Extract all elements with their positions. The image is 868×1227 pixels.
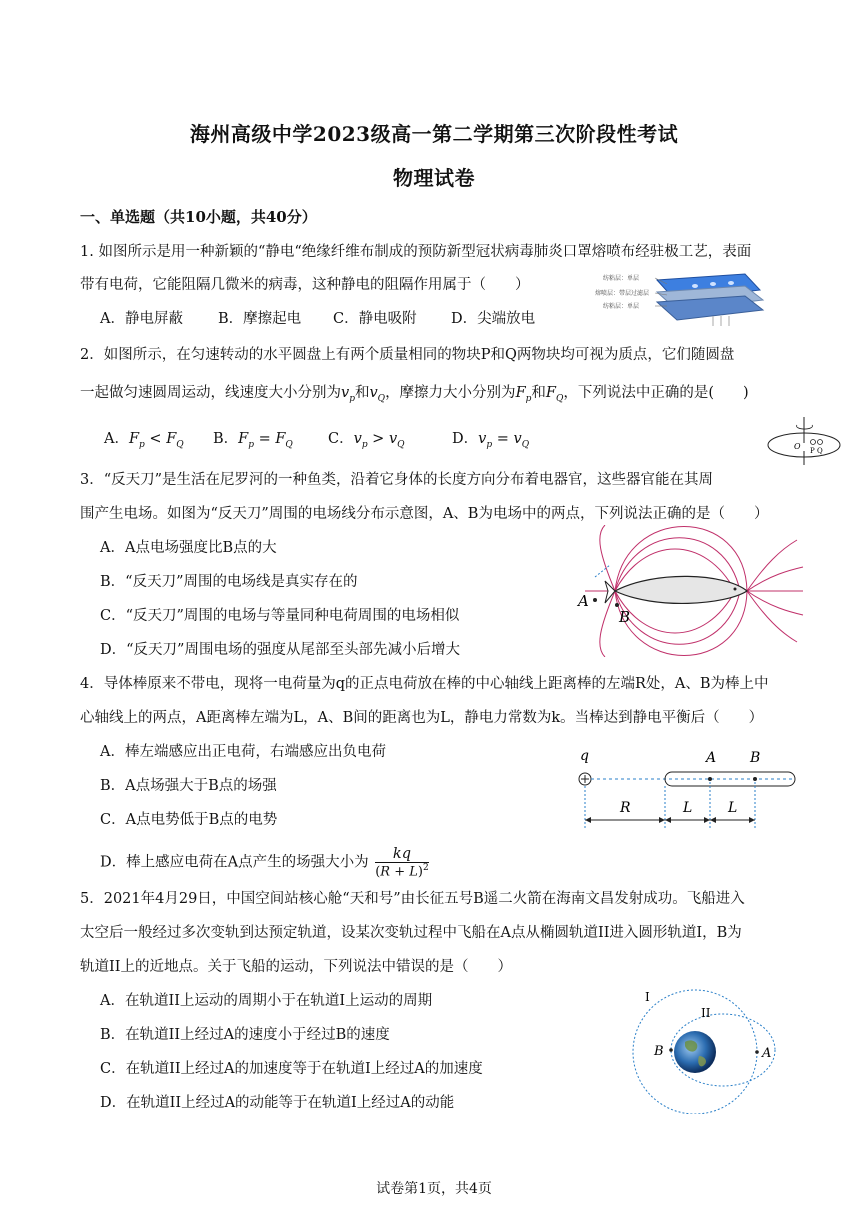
fig5-label-a: A: [762, 1046, 772, 1061]
fig4-label-l1: L: [683, 800, 693, 816]
q2-text-1: 2．如图所示，在匀速转动的水平圆盘上有两个质量相同的物块P和Q两物块均可视为质点，它们随圆盘: [80, 347, 735, 363]
q3-option-c[interactable]: C．“反天刀”周围的电场与等量同种电荷周围的电场相似: [100, 608, 460, 624]
fig1-label-2: 熔喷层：带层过滤层: [595, 290, 650, 297]
q4-option-b[interactable]: B．A点场强大于B点的场强: [100, 778, 277, 794]
q3-text-2: 围产生电场。如图为“反天刀”周围的电场线分布示意图，A、B为电场中的两点，下列说法正确的是（ ）: [80, 506, 769, 522]
fig5-label-orbit-2: II: [701, 1006, 711, 1020]
q2-option-c[interactable]: C．$v_p > v_Q$: [328, 431, 405, 450]
q1-option-d[interactable]: D．尖端放电: [451, 311, 536, 327]
q4-option-a[interactable]: A．棒左端感应出正电荷，右端感应出负电荷: [100, 744, 386, 760]
q4-option-d[interactable]: D．棒上感应电荷在A点产生的场强大小为 $\frac{kq}{(R + L)^2}$: [100, 846, 429, 880]
q2-option-b[interactable]: B．$F_p = F_Q$: [213, 431, 293, 450]
earth-icon: [674, 1031, 716, 1073]
q5-option-c[interactable]: C．在轨道II上经过A的加速度等于在轨道I上经过A的加速度: [100, 1061, 483, 1077]
q2-text-2: 一起做匀速圆周运动，线速度大小分别为$v_p$和$v_Q$，摩擦力大小分别为$F_p$和$F_Q$，下列说法中正确的是( ): [80, 385, 749, 404]
q3-option-d[interactable]: D．“反天刀”周围电场的强度从尾部至头部先减小后增大: [100, 642, 460, 658]
q3-option-a[interactable]: A．A点电场强度比B点的大: [100, 540, 277, 556]
q3-option-b[interactable]: B．“反天刀”周围的电场线是真实存在的: [100, 574, 358, 590]
fig3-label-a: A: [578, 592, 589, 610]
fig4-label-q: q: [580, 748, 589, 764]
q4-option-c[interactable]: C．A点电势低于B点的电势: [100, 812, 278, 828]
fig5-label-orbit-1: I: [645, 990, 650, 1004]
q3-text-1: 3．“反天刀”是生活在尼罗河的一种鱼类，沿着它身体的长度方向分布着电器官，这些器官能在其周: [80, 472, 714, 488]
fig3-label-b: B: [619, 608, 631, 626]
fig1-label-1: 纺粘层：单层: [603, 275, 640, 282]
q1-option-b[interactable]: B．摩擦起电: [218, 311, 302, 327]
fig4-label-l2: L: [728, 800, 738, 816]
q4-text-1: 4．导体棒原来不带电，现将一电荷量为q的正点电荷放在棒的中心轴线上距离棒的左端R处，A、B为棒上中: [80, 676, 769, 692]
q1-text-1: 1. 如图所示是用一种新颖的“静电“绝缘纤维布制成的预防新型冠状病毒肺炎口罩熔喷布经驻极工艺，表面: [80, 244, 752, 260]
section-heading: 一、单选题（共10小题，共40分）: [80, 208, 317, 226]
q2-option-a[interactable]: A．$F_p < F_Q$: [104, 431, 184, 450]
fig4-label-b: B: [750, 750, 761, 766]
fish-field-figure: [575, 525, 805, 657]
q5-text-3: 轨道II上的近地点。关于飞船的运动，下列说法中错误的是（ ）: [80, 959, 512, 975]
q4-text-2: 心轴线上的两点，A距离棒左端为L，A、B间的距离也为L，静电力常数为k。当棒达到静电平衡后（ ）: [80, 710, 764, 726]
fig5-label-b: B: [654, 1044, 664, 1059]
fig1-label-3: 纺粘层：单层: [603, 303, 640, 310]
q5-option-b[interactable]: B．在轨道II上经过A的速度小于经过B的速度: [100, 1027, 390, 1043]
exam-subtitle: 物理试卷: [393, 166, 475, 190]
q4-formula: $\frac{kq}{(R + L)^2}$: [375, 846, 429, 880]
exam-title: 海州高级中学2023级高一第二学期第三次阶段性考试: [189, 122, 679, 146]
fig2-label-o: O: [794, 442, 801, 451]
orbit-figure: [625, 986, 785, 1114]
q1-option-a[interactable]: A．静电屏蔽: [100, 311, 183, 327]
mask-fabric-figure: [595, 266, 770, 328]
q2-option-d[interactable]: D．$v_p = v_Q$: [452, 431, 530, 450]
disk-figure: [764, 413, 844, 469]
rod-figure: [572, 742, 802, 834]
page-footer: 试卷第1页，共4页: [376, 1181, 492, 1197]
q5-text-2: 太空后一般经过多次变轨到达预定轨道，设某次变轨过程中飞船在A点从椭圆轨道II进入圆形轨道I，B为: [80, 925, 742, 941]
q1-option-c[interactable]: C．静电吸附: [333, 311, 417, 327]
q5-option-a[interactable]: A．在轨道II上运动的周期小于在轨道I上运动的周期: [100, 993, 433, 1009]
q5-option-d[interactable]: D．在轨道II上经过A的动能等于在轨道I上经过A的动能: [100, 1095, 455, 1111]
fig4-label-a: A: [706, 750, 717, 766]
fig2-label-q: Q: [817, 447, 823, 455]
fig2-label-p: P: [810, 447, 815, 455]
q1-text-2: 带有电荷，它能阻隔几微米的病毒，这种静电的阻隔作用属于（ ）: [80, 277, 530, 293]
fig4-label-r: R: [620, 800, 631, 816]
q5-text-1: 5．2021年4月29日，中国空间站核心舱“天和号”由长征五号B遥二火箭在海南文昌发射成功。飞船进入: [80, 891, 745, 907]
